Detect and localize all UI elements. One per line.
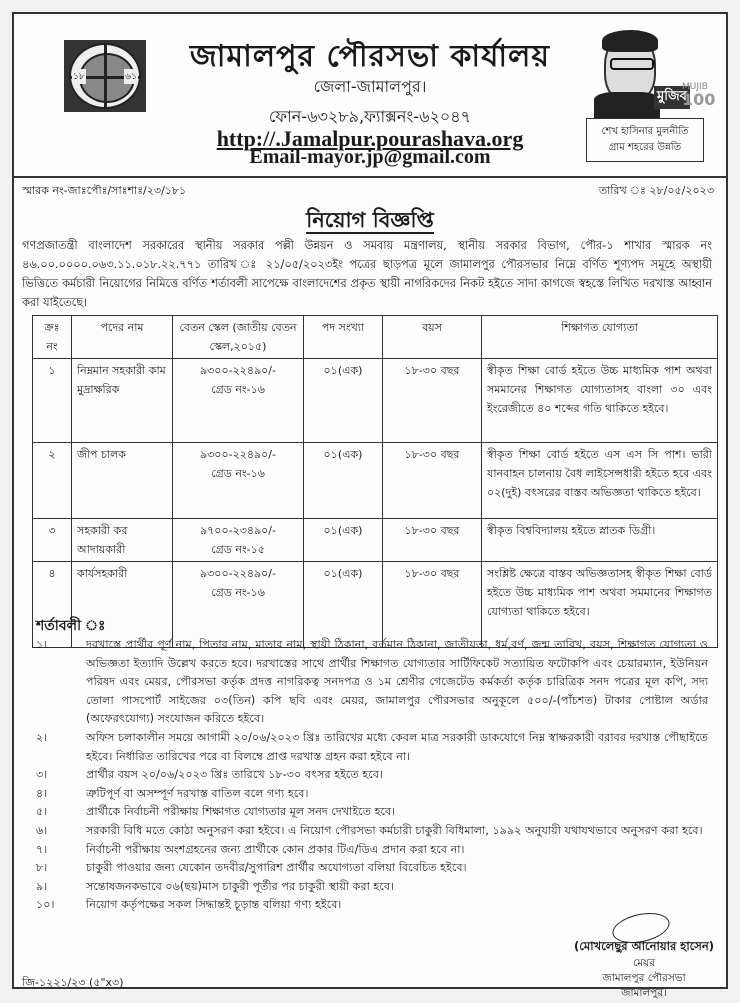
notice-date: তারিখ ঃ ২৮/০৫/২০২৩ [598,184,714,197]
slogan-line-2: গ্রাম শহরের উন্নতি [608,142,682,153]
cell-age: ১৮-৩০ বছর [383,359,482,443]
mujib-badge: মুজিব [654,86,690,109]
cell-serial: ২ [33,443,72,519]
table-row [33,562,718,648]
col-post-count: পদ সংখ্যা [304,316,383,359]
condition-item: ২। অফিস চলাকালীন সময়ে আগামী ২০/০৬/২০২৩ খ্রিঃ তারিখের মধ্যে কেবল মাত্র সরকারী ডাকযোগে নিম্ন স্বাক্ষরকারী বরাবর দরখাস্ত পৌছাইতে হইবে। নির্ধারিত তারিখের পরে বা বিলম্বে প্রাপ্ত দরখাস্ত গ্রহন করা হইবে না। [36,730,708,763]
cell-qualification: স্বীকৃত শিক্ষা বোর্ড হইতে এস এস সি পাশ। ভারী যানবাহন চালনায় বৈধ লাইসেন্সধারী হইতে হবে এবং ০২(দুই) বৎসরের বাস্তব অভিজ্ঞতা থাকিতে হইবে। [482,443,718,519]
cell-age: ১৮-৩০ বছর [383,519,482,562]
cell-pay-scale: ৯৩০০-২২৪৯০/- গ্রেড নং-১৬ [173,443,304,519]
condition-item: ৯। সন্তোষজনকভাবে ০৬(ছয়)মাস চাকুরী পূর্তীর পর চাকুরী স্থায়ী করা হবে। [36,879,395,893]
condition-item: ৫। প্রার্থীকে নির্বাচনী পরীক্ষায় শিক্ষাগত যোগ্যতার মূল সনদ দেখাইতে হবে। [36,805,396,819]
cell-age: ১৮-৩০ বছর [383,443,482,519]
table-row [33,443,718,519]
intro-paragraph: গণপ্রজাতন্ত্রী বাংলাদেশ সরকারের স্থানীয় সরকার পল্লী উন্নয়ন ও সমবায় মন্ত্রণালয়, স্থানীয় সরকার বিভাগ, পৌর-১ শাখার স্মারক নং ৪৬.০০.০০০০.০৬৩.১১.০১৮.২২.৭৭১ তারিখ ঃ ২১/০৫/২০২৩ইং পত্রের ছাড়পত্র মূলে জামালপুর পৌরসভার নিম্নে বর্ণিত শূণ্যপদ সমূহে অস্থায়ী ভিত্তিতে কর্মচারী নিয়োগের নিমিত্তে বর্ণিত শর্তাবলী সাপেক্ষে বাংলাদেশের প্রকৃত স্থায়ী নাগরিকদের নিকট হইতে সাদা কাগজে স্বহস্তে লিখিত দরখাস্ত আহ্বান করা যাইতেছে। [22,239,712,309]
cell-serial: ৪ [33,562,72,648]
signature-block [564,914,724,999]
print-code: জি-১২২১/২৩ (৫"x৩) [22,976,124,989]
col-post-name: পদের নাম [72,316,173,359]
phone-fax: ফোন-৬৩২৮৯,ফ্যাক্সনং-৬২০৪৭ [268,107,472,126]
cell-post-count: ০১(এক) [304,359,383,443]
condition-item: ১। দরখাস্তে প্রার্থীর পূর্ণ নাম, পিতার নাম, মাতার নাম, স্থায়ী ঠিকানা, বর্তমান ঠিকানা, জাতীয়তা, ধর্ম,বর্ণ, জন্ম তারিখ, বয়স, শিক্ষাগত যোগ্যতা ও অভিজ্ঞতা ইত্যাদি উল্লেখ করতে হবে। দরখাস্তের সাথে প্রার্থীর শিক্ষাগত যোগ্যতার সার্টিফিকেট সত্যায়িত ফটোকপি এবং চেয়ারম্যান, ইউনিয়ন পরিষদ এবং মেয়র, পৌরসভা কর্তৃক প্রদত্ত নাগরিকত্ব সনদপত্র ও ১ম শ্রেণীর গেজেটেড কর্মকর্তা কর্তৃক চারিত্রিক সনদ পত্রের মূল কপি, সদ্য তোলা পাসপোর্ট সাইজের ০৩(তিন) কপি ছবি এবং মেয়র, জামালপুর পৌরসভার অনুকূলে ৫০০/-(পাঁচশত) টাকার পোষ্টাল অর্ডার (অফেরৎযোগ্য) সংযোজন করিতে হইবে। [36,638,708,726]
cell-pay-scale: ৯৭০০-২৩৪৯০/- গ্রেড নং-১৫ [173,519,304,562]
cell-qualification: স্বীকৃত বিশ্ববিদ্যালয় হইতে স্নাতক ডিগ্রী। [482,519,718,562]
col-serial: ক্রঃ নং [33,316,72,359]
seal-left-number: ১৮ [72,69,86,84]
email-address[interactable]: Email-mayor.jp@gmail.com [249,146,491,168]
table-row [33,519,718,562]
condition-item: ৪। ত্রুটিপূর্ণ বা অসম্পূর্ণ দরখাস্ত বাতিল বলে গণ্য হবে। [36,786,309,800]
cell-qualification: সংশ্লিষ্ট ক্ষেত্রে বাস্তব অভিজ্ঞতাসহ স্বীকৃত শিক্ষা বোর্ড হইতে উচ্চ মাধ্যমিক পাশ অথবা সমমানের শিক্ষাগত যোগ্যতা থাকিতে হইবে। [482,562,718,648]
cell-qualification: স্বীকৃত শিক্ষা বোর্ড হইতে উচ্চ মাধ্যমিক পাশ অথবা সমমানের শিক্ষাগত যোগ্যতাসহ বাংলা ৩০ এবং ইংরেজীতে ৪০ শব্দের গতি থাকিতে হইবে। [482,359,718,443]
table-header-row [33,316,718,359]
cell-serial: ১ [33,359,72,443]
mujib-100-logo: MUJIB 100 [682,82,716,109]
district: জেলা-জামালপুর। [313,77,427,96]
cell-pay-scale: ৯৩০০-২২৪৯০/- গ্রেড নং-১৬ [173,359,304,443]
slogan-box [586,118,704,162]
letterhead [14,14,726,178]
col-pay-scale: বেতন স্কেল (জাতীয় বেতন স্কেল,২০১৫) [173,316,304,359]
cell-post-name: কার্যসহকারী [72,562,173,648]
cell-post-name: নিম্নমান সহকারী কাম মুদ্রাক্ষরিক [72,359,173,443]
seal-right-number: ৬১ [124,69,138,84]
cell-post-count: ০১(এক) [304,443,383,519]
conditions-list [36,636,708,915]
table-row [33,359,718,443]
condition-item: ৬। সরকারী বিধি মতে কোঠা অনুসরণ করা হইবে। এ নিয়োগ পৌরসভা কর্মচারী চাকুরী বিধিমালা, ১৯৯২ অনুযায়ী যথাযথভাবে অনুসরণ করা হবে। [36,823,703,837]
portrait-icon [586,28,716,118]
condition-item: ৭। নির্বাচনী পরীক্ষায় অংশগ্রহনের জন্য প্রার্থীকে কোন প্রকার টিএ/ডিএ প্রদান করা হবে না। [36,842,465,856]
col-qualification: শিক্ষাগত যোগ্যতা [482,316,718,359]
cell-age: ১৮-৩০ বছর [383,562,482,648]
signatory-name: (মোখলেছুর আনোয়ার হাসেন) [573,939,715,953]
col-age: বয়স [383,316,482,359]
condition-item: ৩। প্রার্থীর বয়স ২০/০৬/২০২৩ খ্রিঃ তারিখে ১৮-৩০ বৎসর হইতে হবে। [36,768,383,782]
signatory-office: জামালপুর পৌরসভা [602,972,686,984]
website-link[interactable]: http://.Jamalpur.pourashava.org [216,126,524,151]
cell-post-name: সহকারী কর আদায়কারী [72,519,173,562]
office-name: জামালপুর পৌরসভা কার্যালয় [189,39,551,74]
cell-serial: ৩ [33,519,72,562]
vacancy-table [32,315,718,648]
memo-number: স্মারক নং-জাঃপৌঃ/সাঃশাঃ/২৩/১৮১ [22,184,187,197]
notice-page [12,12,728,999]
cell-post-name: জীপ চালক [72,443,173,519]
notice-title: নিয়োগ বিজ্ঞপ্তি [306,208,434,232]
signatory-place: জামালপুর। [621,987,667,999]
signatory-designation: মেয়র [632,957,656,969]
slogan-line-1: শেখ হাসিনার মুলনীতি [601,126,689,137]
cell-post-count: ০১(এক) [304,519,383,562]
condition-item: ৮। চাকুরী পাওয়ার জন্য যেকোন তদবীর/সুপারিশ প্রার্থীর অযোগ্যতা বলিয়া বিবেচিত হইবে। [36,861,467,875]
conditions-title: শর্তাবলী ঃ [36,618,106,634]
cell-post-count: ০১(এক) [304,562,383,648]
condition-item: ১০। নিয়োগ কর্তৃপক্ষের সকল সিদ্ধান্তই চূড়ান্ত বলিয়া গণ্য হইবে। [36,898,342,912]
cell-pay-scale: ৯৩০০-২২৪৯০/- গ্রেড নং-১৬ [173,562,304,648]
